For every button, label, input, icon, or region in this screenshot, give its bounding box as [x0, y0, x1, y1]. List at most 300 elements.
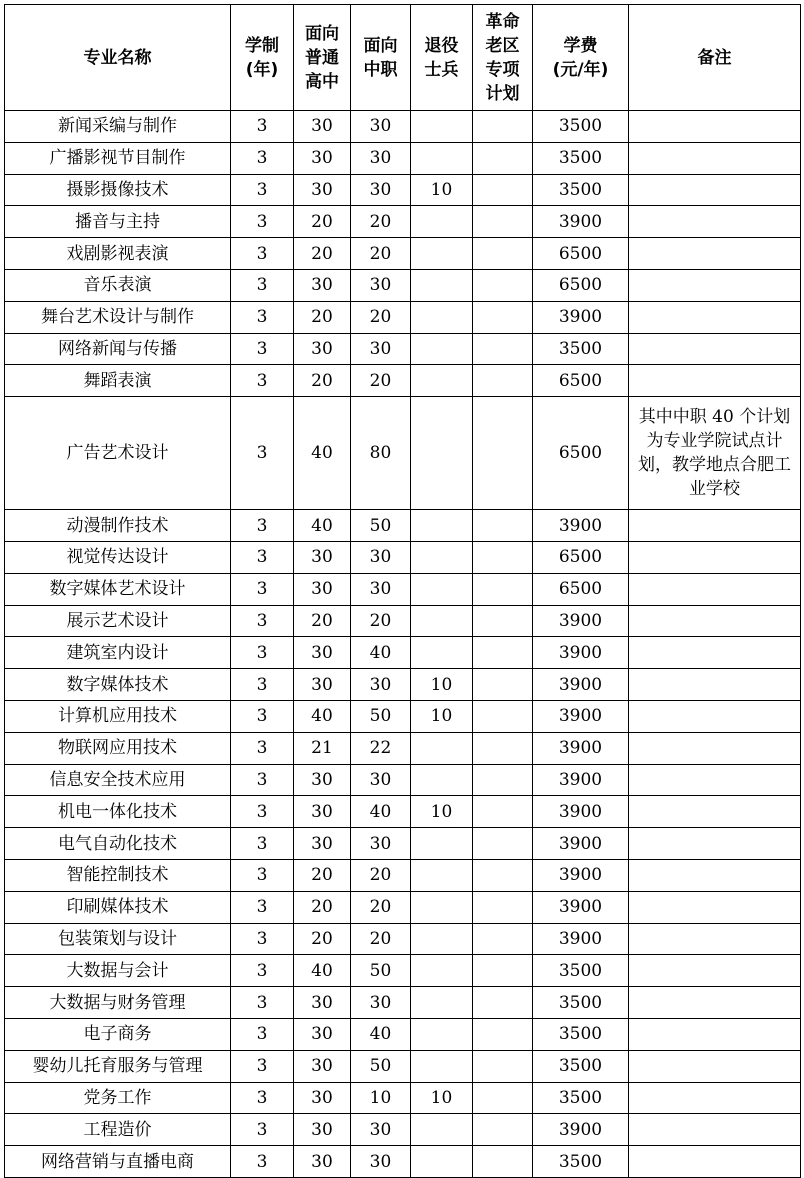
column-header-name: [5, 5, 231, 111]
cell-revolution: [473, 510, 533, 542]
cell-note: [629, 796, 801, 828]
table-row: [5, 1114, 801, 1146]
cell-veterans: 10: [411, 1082, 473, 1114]
cell-fee: 3500: [533, 1146, 629, 1178]
column-header-revolution: [473, 5, 533, 111]
cell-vocational: 40: [351, 1018, 411, 1050]
cell-veterans: 10: [411, 669, 473, 701]
cell-revolution: [473, 541, 533, 573]
cell-years: 3: [231, 142, 294, 174]
table-row: [5, 859, 801, 891]
cell-veterans: [411, 510, 473, 542]
cell-veterans: [411, 637, 473, 669]
cell-general: 30: [294, 174, 351, 206]
cell-fee: 3900: [533, 510, 629, 542]
cell-years: 3: [231, 541, 294, 573]
cell-name: 智能控制技术: [5, 859, 231, 891]
cell-general: 30: [294, 1082, 351, 1114]
cell-revolution: [473, 301, 533, 333]
cell-vocational: 10: [351, 1082, 411, 1114]
cell-general: 40: [294, 700, 351, 732]
cell-years: 3: [231, 700, 294, 732]
cell-years: 3: [231, 238, 294, 270]
cell-vocational: 30: [351, 669, 411, 701]
cell-general: 30: [294, 637, 351, 669]
cell-years: 3: [231, 510, 294, 542]
cell-fee: 6500: [533, 397, 629, 510]
cell-years: 3: [231, 891, 294, 923]
cell-vocational: 20: [351, 923, 411, 955]
column-header-line: 中职: [363, 59, 398, 80]
cell-note: [629, 1018, 801, 1050]
cell-vocational: 20: [351, 206, 411, 238]
table-row: [5, 510, 801, 542]
cell-fee: 3900: [533, 1114, 629, 1146]
cell-fee: 3500: [533, 1082, 629, 1114]
cell-fee: 3900: [533, 764, 629, 796]
cell-general: 30: [294, 1146, 351, 1178]
cell-fee: 3900: [533, 700, 629, 732]
cell-note: [629, 923, 801, 955]
cell-fee: 6500: [533, 238, 629, 270]
column-header-line: 专项: [485, 59, 520, 80]
cell-veterans: [411, 397, 473, 510]
cell-fee: 6500: [533, 541, 629, 573]
cell-years: 3: [231, 955, 294, 987]
cell-vocational: 50: [351, 1050, 411, 1082]
cell-vocational: 30: [351, 142, 411, 174]
cell-name: 音乐表演: [5, 269, 231, 301]
table-row: [5, 333, 801, 365]
cell-years: 3: [231, 637, 294, 669]
cell-vocational: 30: [351, 1146, 411, 1178]
table-row: [5, 365, 801, 397]
cell-vocational: 22: [351, 732, 411, 764]
cell-veterans: [411, 365, 473, 397]
cell-revolution: [473, 923, 533, 955]
cell-vocational: 20: [351, 891, 411, 923]
cell-fee: 3900: [533, 637, 629, 669]
cell-note: [629, 955, 801, 987]
cell-revolution: [473, 365, 533, 397]
cell-revolution: [473, 637, 533, 669]
cell-name: 网络新闻与传播: [5, 333, 231, 365]
cell-name: 数字媒体技术: [5, 669, 231, 701]
cell-vocational: 30: [351, 1114, 411, 1146]
cell-note: [629, 891, 801, 923]
cell-revolution: [473, 206, 533, 238]
cell-note: [629, 238, 801, 270]
cell-vocational: 30: [351, 987, 411, 1019]
cell-name: 婴幼儿托育服务与管理: [5, 1050, 231, 1082]
cell-vocational: 20: [351, 301, 411, 333]
cell-years: 3: [231, 174, 294, 206]
cell-name: 电子商务: [5, 1018, 231, 1050]
cell-veterans: [411, 1018, 473, 1050]
cell-name: 建筑室内设计: [5, 637, 231, 669]
cell-revolution: [473, 111, 533, 143]
cell-name: 工程造价: [5, 1114, 231, 1146]
cell-note: [629, 1050, 801, 1082]
cell-veterans: [411, 206, 473, 238]
cell-general: 40: [294, 397, 351, 510]
table-row: [5, 605, 801, 637]
cell-fee: 6500: [533, 269, 629, 301]
cell-veterans: [411, 111, 473, 143]
cell-vocational: 30: [351, 333, 411, 365]
cell-note: [629, 605, 801, 637]
cell-vocational: 30: [351, 828, 411, 860]
cell-note: [629, 1146, 801, 1178]
table-row: [5, 891, 801, 923]
column-header-general: [294, 5, 351, 111]
cell-veterans: [411, 142, 473, 174]
table-row: [5, 700, 801, 732]
cell-veterans: 10: [411, 796, 473, 828]
cell-revolution: [473, 1146, 533, 1178]
cell-revolution: [473, 955, 533, 987]
cell-general: 30: [294, 142, 351, 174]
cell-name: 党务工作: [5, 1082, 231, 1114]
cell-name: 电气自动化技术: [5, 828, 231, 860]
cell-revolution: [473, 987, 533, 1019]
table-header-row: [5, 5, 801, 111]
cell-veterans: [411, 269, 473, 301]
cell-revolution: [473, 700, 533, 732]
cell-years: 3: [231, 1050, 294, 1082]
table-row: [5, 206, 801, 238]
cell-name: 计算机应用技术: [5, 700, 231, 732]
cell-vocational: 20: [351, 365, 411, 397]
cell-years: 3: [231, 1082, 294, 1114]
cell-vocational: 50: [351, 700, 411, 732]
cell-vocational: 30: [351, 573, 411, 605]
table-row: [5, 111, 801, 143]
cell-general: 20: [294, 206, 351, 238]
cell-years: 3: [231, 1114, 294, 1146]
cell-fee: 3900: [533, 301, 629, 333]
cell-vocational: 20: [351, 238, 411, 270]
cell-fee: 3500: [533, 333, 629, 365]
cell-vocational: 40: [351, 637, 411, 669]
cell-name: 新闻采编与制作: [5, 111, 231, 143]
cell-veterans: [411, 859, 473, 891]
cell-vocational: 40: [351, 796, 411, 828]
cell-name: 戏剧影视表演: [5, 238, 231, 270]
table-row: [5, 987, 801, 1019]
cell-general: 30: [294, 1050, 351, 1082]
cell-name: 数字媒体艺术设计: [5, 573, 231, 605]
cell-fee: 3900: [533, 206, 629, 238]
cell-revolution: [473, 238, 533, 270]
cell-vocational: 50: [351, 510, 411, 542]
cell-note: [629, 510, 801, 542]
cell-veterans: [411, 605, 473, 637]
cell-veterans: [411, 238, 473, 270]
cell-revolution: [473, 796, 533, 828]
cell-veterans: [411, 1050, 473, 1082]
column-header-line: 老区: [485, 35, 520, 56]
cell-name: 广告艺术设计: [5, 397, 231, 510]
cell-vocational: 20: [351, 859, 411, 891]
table-row: [5, 764, 801, 796]
cell-years: 3: [231, 333, 294, 365]
cell-fee: 3900: [533, 796, 629, 828]
table-row: [5, 573, 801, 605]
cell-general: 40: [294, 510, 351, 542]
column-header-line: 面向: [363, 35, 398, 56]
cell-note: [629, 987, 801, 1019]
table-row: [5, 1050, 801, 1082]
cell-name: 舞台艺术设计与制作: [5, 301, 231, 333]
cell-fee: 3900: [533, 732, 629, 764]
cell-vocational: 80: [351, 397, 411, 510]
cell-note: [629, 206, 801, 238]
cell-fee: 3900: [533, 891, 629, 923]
cell-revolution: [473, 1050, 533, 1082]
cell-revolution: [473, 1114, 533, 1146]
cell-general: 30: [294, 764, 351, 796]
cell-general: 20: [294, 365, 351, 397]
cell-general: 20: [294, 859, 351, 891]
cell-revolution: [473, 397, 533, 510]
cell-general: 30: [294, 333, 351, 365]
column-header-line: (年): [245, 59, 279, 80]
column-header-line: 革命: [485, 11, 520, 32]
column-header-line: (元/年): [552, 59, 609, 80]
cell-name: 印刷媒体技术: [5, 891, 231, 923]
table-row: [5, 669, 801, 701]
cell-note: [629, 859, 801, 891]
table-body: [5, 111, 801, 1178]
cell-note: [629, 700, 801, 732]
cell-revolution: [473, 732, 533, 764]
cell-general: 30: [294, 1114, 351, 1146]
cell-name: 舞蹈表演: [5, 365, 231, 397]
cell-years: 3: [231, 365, 294, 397]
cell-years: 3: [231, 111, 294, 143]
cell-fee: 6500: [533, 573, 629, 605]
cell-vocational: 20: [351, 605, 411, 637]
cell-general: 40: [294, 955, 351, 987]
cell-years: 3: [231, 605, 294, 637]
enrollment-plan-table: [4, 4, 801, 1178]
cell-note: [629, 111, 801, 143]
cell-note: [629, 732, 801, 764]
cell-name: 网络营销与直播电商: [5, 1146, 231, 1178]
cell-veterans: [411, 333, 473, 365]
table-row: [5, 1146, 801, 1178]
cell-note: [629, 764, 801, 796]
cell-fee: 3500: [533, 142, 629, 174]
table-row: [5, 238, 801, 270]
column-header-vocational: [351, 5, 411, 111]
cell-general: 30: [294, 269, 351, 301]
cell-fee: 3900: [533, 859, 629, 891]
cell-revolution: [473, 669, 533, 701]
cell-fee: 3500: [533, 174, 629, 206]
cell-years: 3: [231, 923, 294, 955]
cell-name: 包装策划与设计: [5, 923, 231, 955]
cell-veterans: [411, 923, 473, 955]
cell-vocational: 30: [351, 174, 411, 206]
cell-general: 30: [294, 1018, 351, 1050]
cell-note: [629, 573, 801, 605]
cell-note: [629, 828, 801, 860]
cell-revolution: [473, 573, 533, 605]
cell-veterans: 10: [411, 174, 473, 206]
cell-revolution: [473, 142, 533, 174]
cell-fee: 3500: [533, 1050, 629, 1082]
cell-years: 3: [231, 828, 294, 860]
column-header-line: 面向: [305, 23, 339, 44]
cell-years: 3: [231, 987, 294, 1019]
cell-note: [629, 142, 801, 174]
cell-name: 播音与主持: [5, 206, 231, 238]
cell-note: [629, 174, 801, 206]
cell-years: 3: [231, 669, 294, 701]
column-header-years: [231, 5, 294, 111]
cell-vocational: 30: [351, 541, 411, 573]
cell-veterans: [411, 301, 473, 333]
cell-veterans: [411, 828, 473, 860]
cell-note: [629, 365, 801, 397]
table-row: [5, 1082, 801, 1114]
cell-name: 摄影摄像技术: [5, 174, 231, 206]
column-header-veterans: [411, 5, 473, 111]
column-header-line: 学费: [563, 35, 598, 56]
cell-years: 3: [231, 1146, 294, 1178]
column-header-line: 高中: [305, 71, 339, 92]
column-header-line: 专业名称: [83, 47, 152, 68]
cell-name: 视觉传达设计: [5, 541, 231, 573]
cell-name: 信息安全技术应用: [5, 764, 231, 796]
cell-years: 3: [231, 301, 294, 333]
column-header-line: 计划: [485, 83, 520, 104]
column-header-line: 普通: [305, 47, 339, 68]
table-row: [5, 1018, 801, 1050]
cell-vocational: 30: [351, 111, 411, 143]
cell-fee: 3900: [533, 923, 629, 955]
cell-veterans: [411, 573, 473, 605]
cell-years: 3: [231, 1018, 294, 1050]
cell-note: [629, 1114, 801, 1146]
column-header-line: 士兵: [424, 59, 459, 80]
cell-years: 3: [231, 206, 294, 238]
table-row: [5, 955, 801, 987]
cell-general: 30: [294, 828, 351, 860]
cell-general: 30: [294, 573, 351, 605]
cell-years: 3: [231, 269, 294, 301]
cell-general: 30: [294, 669, 351, 701]
cell-fee: 3900: [533, 828, 629, 860]
cell-note: [629, 333, 801, 365]
cell-revolution: [473, 1082, 533, 1114]
cell-revolution: [473, 269, 533, 301]
cell-veterans: [411, 1146, 473, 1178]
cell-revolution: [473, 174, 533, 206]
cell-years: 3: [231, 397, 294, 510]
cell-name: 物联网应用技术: [5, 732, 231, 764]
cell-note: [629, 669, 801, 701]
cell-general: 20: [294, 891, 351, 923]
cell-name: 大数据与会计: [5, 955, 231, 987]
cell-name: 动漫制作技术: [5, 510, 231, 542]
cell-general: 30: [294, 111, 351, 143]
cell-fee: 3500: [533, 1018, 629, 1050]
cell-veterans: [411, 732, 473, 764]
cell-fee: 3500: [533, 111, 629, 143]
cell-revolution: [473, 1018, 533, 1050]
cell-fee: 6500: [533, 365, 629, 397]
cell-note: [629, 541, 801, 573]
cell-name: 广播影视节目制作: [5, 142, 231, 174]
cell-general: 20: [294, 605, 351, 637]
cell-name: 展示艺术设计: [5, 605, 231, 637]
cell-vocational: 30: [351, 764, 411, 796]
cell-veterans: [411, 764, 473, 796]
cell-revolution: [473, 764, 533, 796]
table-row: [5, 732, 801, 764]
cell-general: 30: [294, 987, 351, 1019]
cell-fee: 3500: [533, 955, 629, 987]
cell-revolution: [473, 605, 533, 637]
cell-name: 机电一体化技术: [5, 796, 231, 828]
cell-vocational: 30: [351, 269, 411, 301]
cell-revolution: [473, 891, 533, 923]
cell-revolution: [473, 333, 533, 365]
cell-name: 大数据与财务管理: [5, 987, 231, 1019]
column-header-line: 学制: [245, 35, 279, 56]
table-row: [5, 637, 801, 669]
cell-vocational: 50: [351, 955, 411, 987]
cell-veterans: [411, 987, 473, 1019]
column-header-line: 备注: [697, 47, 732, 68]
column-header-fee: [533, 5, 629, 111]
cell-general: 20: [294, 301, 351, 333]
cell-general: 30: [294, 796, 351, 828]
table-row: [5, 923, 801, 955]
table-row: [5, 828, 801, 860]
cell-general: 30: [294, 541, 351, 573]
cell-veterans: [411, 891, 473, 923]
cell-general: 21: [294, 732, 351, 764]
cell-veterans: 10: [411, 700, 473, 732]
cell-years: 3: [231, 732, 294, 764]
table-row: [5, 269, 801, 301]
table-row: [5, 796, 801, 828]
cell-veterans: [411, 1114, 473, 1146]
cell-veterans: [411, 541, 473, 573]
column-header-line: 退役: [424, 35, 459, 56]
cell-years: 3: [231, 573, 294, 605]
table-row: [5, 142, 801, 174]
cell-fee: 3900: [533, 605, 629, 637]
cell-note: [629, 269, 801, 301]
cell-revolution: [473, 828, 533, 860]
cell-general: 20: [294, 238, 351, 270]
table-row: [5, 541, 801, 573]
table-row: [5, 174, 801, 206]
table-row: [5, 397, 801, 510]
cell-revolution: [473, 859, 533, 891]
cell-years: 3: [231, 796, 294, 828]
cell-note: [629, 301, 801, 333]
cell-years: 3: [231, 859, 294, 891]
cell-note: [629, 637, 801, 669]
cell-fee: 3900: [533, 669, 629, 701]
column-header-note: [629, 5, 801, 111]
